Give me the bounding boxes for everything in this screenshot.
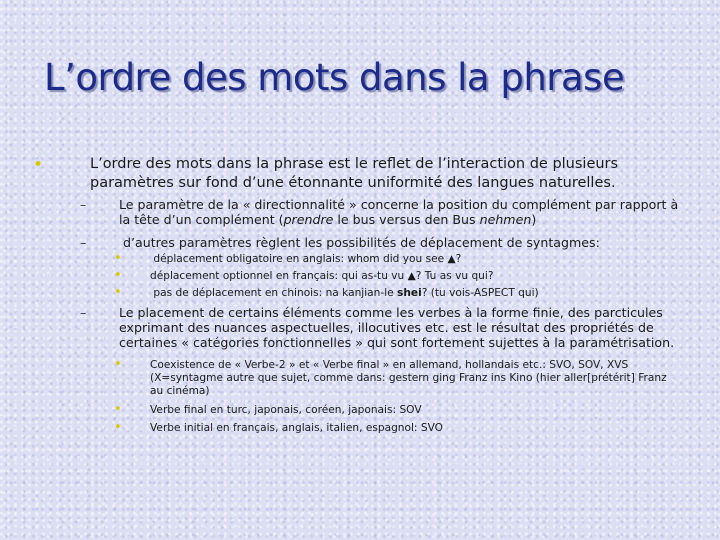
functional-categories-line: exprimant des nuances aspectuelles, illocutives etc. est le résultat des propriétés de (119, 320, 654, 335)
bullet-icon: • (114, 420, 122, 435)
emphasis-nehmen: nehmen (479, 212, 532, 227)
bullet-icon: • (33, 155, 44, 175)
movement-item-french: déplacement optionnel en français: qui as-tu vu ▲? Tu as vu qui? (150, 270, 494, 282)
word-order-line: au cinéma) (150, 385, 210, 397)
functional-categories-line: Le placement de certains éléments comme les verbes à la forme finie, des parcticules (119, 305, 663, 320)
bullet-icon: • (114, 357, 122, 372)
bullet-icon: • (114, 251, 122, 266)
word-order-item-sov: Verbe final en turc, japonais, coréen, japonais: SOV (150, 404, 422, 416)
text-segment: pas de déplacement en chinois: na kanjian-le (150, 287, 398, 299)
directionality-line (119, 212, 714, 227)
functional-categories-paragraph (119, 305, 714, 350)
movement-item-english: déplacement obligatoire en anglais: whom did you see ▲? (150, 253, 462, 265)
text-segment: la tête d’un complément ( (119, 212, 284, 227)
directionality-line: Le paramètre de la « directionnalité » concerne la position du complément par rapport à (119, 197, 679, 212)
word-order-line: (X=syntagme autre que sujet, comme dans: gestern ging Franz ins Kino (hier aller[prétérit] Franz (150, 372, 667, 384)
word-order-line: Coexistence de « Verbe-2 » et « Verbe final » en allemand, hollandais etc.: SVO, SOV, XVS (150, 359, 629, 371)
emphasis-prendre: prendre (283, 212, 334, 227)
intro-paragraph (90, 155, 710, 193)
dash-icon: – (80, 235, 87, 250)
dash-icon: – (80, 197, 87, 212)
bullet-icon: • (114, 268, 122, 283)
text-segment: ) (531, 212, 537, 227)
movement-item-chinese (150, 287, 539, 300)
bullet-icon: • (114, 402, 122, 417)
text-segment: ? (tu vois-ASPECT qui) (421, 287, 539, 299)
functional-categories-line: certaines « catégories fonctionnelles » qui sont fortement sujettes à la paramétrisation. (119, 335, 675, 350)
movement-paragraph: d’autres paramètres règlent les possibilités de déplacement de syntagmes: (119, 235, 600, 250)
bold-shei: shei (397, 287, 422, 299)
slide-title: L’ordre des mots dans la phrase (44, 56, 625, 99)
directionality-paragraph (119, 197, 714, 227)
word-order-item-svo: Verbe initial en français, anglais, italien, espagnol: SVO (150, 422, 443, 434)
word-order-item-german (150, 359, 710, 398)
text-segment: le bus versus den Bus (333, 212, 480, 227)
intro-line: paramètres sur fond d’une étonnante uniformité des langues naturelles. (90, 175, 616, 191)
dash-icon: – (80, 305, 87, 320)
intro-line: L’ordre des mots dans la phrase est le reflet de l’interaction de plusieurs (90, 156, 619, 172)
bullet-icon: • (114, 285, 122, 300)
